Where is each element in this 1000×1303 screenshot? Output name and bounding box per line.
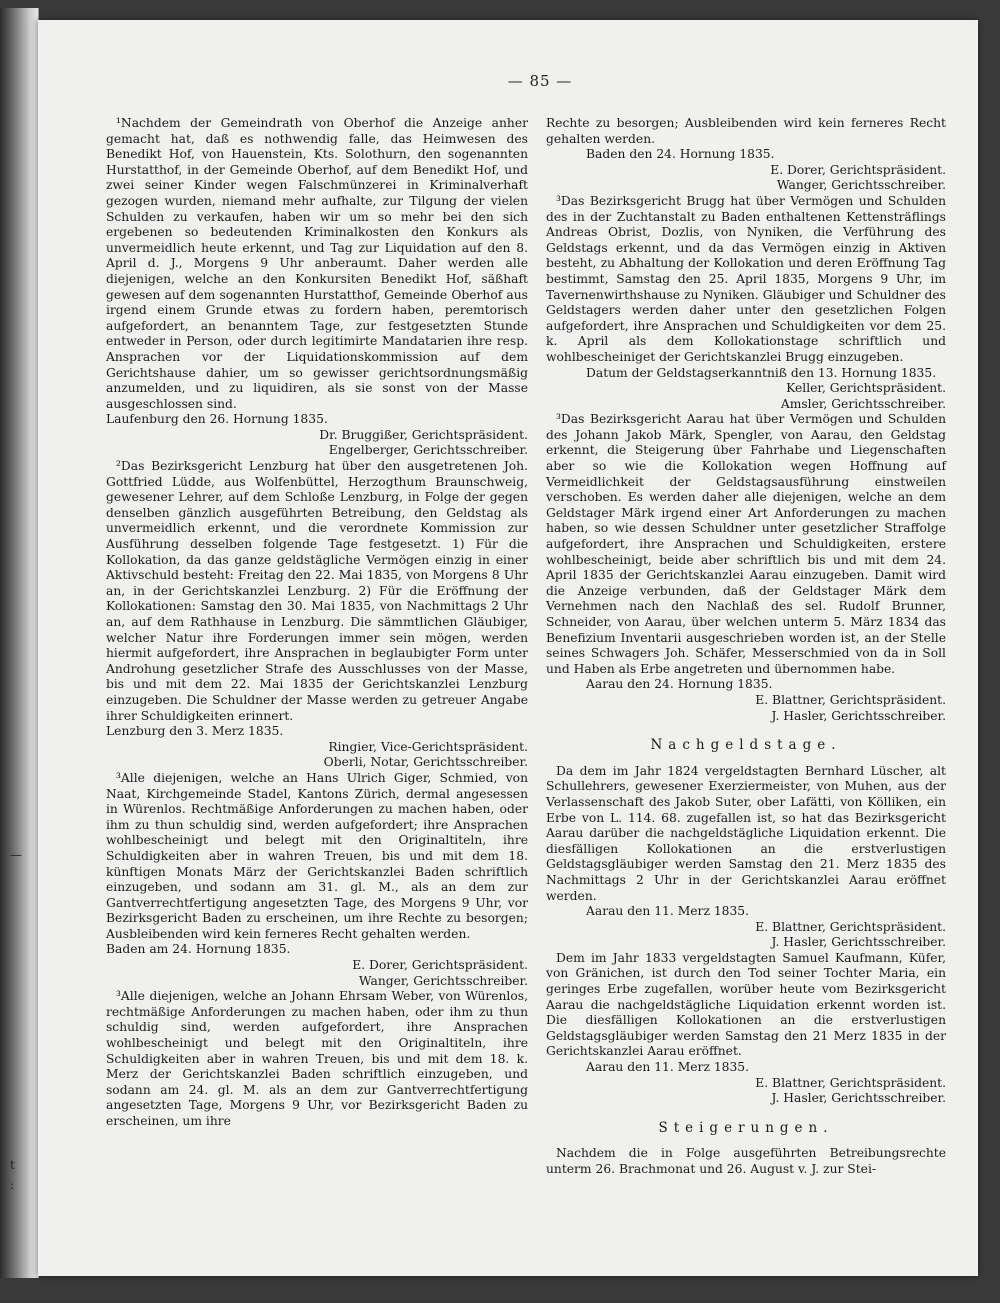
signature-line: J. Hasler, Gerichtsschreiber. bbox=[771, 708, 946, 723]
text-line: Laufenburg den 26. Hornung 1835. bbox=[106, 412, 328, 427]
date-line: Aarau den 11. Merz 1835. bbox=[586, 904, 750, 919]
notice-paragraph: Da dem im Jahr 1824 vergeldstagten Bernhard Lüscher, alt Schullehrers, gewesener Exerziermeister, von Muhen, aus der Verlassenschaft des Jakob Suter, ober Lafätti, von Kölliken, ein Erbe von L. 114. 68. zugefallen ist, so hat das Bezirksgericht Aarau darüber die nachgeldstägliche Liquidation erkennt. Die diesfälligen Kollokationen an die erstverlustigen Geldstagsgläubiger werden Samstag den 21. Merz 1835 des Nachmittags 2 Uhr in der Gerichtskanzlei Aarau eröffnet werden. bbox=[546, 763, 946, 903]
signature-line: J. Hasler, Gerichtsschreiber. bbox=[771, 1091, 946, 1106]
text-line: Baden am 24. Hornung 1835. bbox=[106, 942, 291, 957]
signature-line: J. Hasler, Gerichtsschreiber. bbox=[771, 935, 946, 950]
signature-line: Engelberger, Gerichtsschreiber. bbox=[328, 443, 528, 458]
signature-line: E. Blattner, Gerichtspräsident. bbox=[755, 1075, 946, 1090]
signature-line: Ringier, Vice-Gerichtspräsident. bbox=[328, 739, 528, 754]
section-heading: Nachgeldstage. bbox=[650, 737, 842, 754]
signature-line: Wanger, Gerichtsschreiber. bbox=[358, 973, 528, 988]
notice-paragraph: Nachdem die in Folge ausgeführten Betreibungsrechte unterm 26. Brachmonat und 26. August v. J. zur Stei- bbox=[546, 1146, 946, 1176]
signature-line: E. Dorer, Gerichtspräsident. bbox=[770, 162, 946, 177]
document-page bbox=[38, 20, 978, 1276]
left-column bbox=[106, 116, 528, 1130]
notice-paragraph: Dem im Jahr 1833 vergeldstagten Samuel Kaufmann, Küfer, von Gränichen, ist durch den Tod seiner Tochter Maria, ein geringes Erbe zugefallen, worüber heute vom Bezirksgericht Aarau die nachgeldstägliche Liquidation erkennt worden ist. Die diesfälligen Kollokationen an die erstverlustigen Geldstagsgläubiger werden Samstag den 21 Merz 1835 in der Gerichtskanzlei Aarau eröffnet. bbox=[546, 950, 946, 1059]
date-line: Baden den 24. Hornung 1835. bbox=[586, 147, 775, 162]
edge-mark: — bbox=[10, 848, 22, 862]
text-line: Rechte zu besorgen; Ausbleibenden wird kein ferneres Recht gehalten werden. bbox=[546, 116, 946, 146]
date-line: Datum der Geldstagserkanntniß den 13. Hornung 1835. bbox=[586, 365, 937, 380]
section-heading: Steigerungen. bbox=[658, 1119, 834, 1136]
signature-line: Oberli, Notar, Gerichtsschreiber. bbox=[323, 755, 528, 770]
text-line: Lenzburg den 3. Merz 1835. bbox=[106, 724, 284, 739]
signature-line: Keller, Gerichtspräsident. bbox=[786, 381, 946, 396]
page-number: — 85 — bbox=[507, 72, 573, 90]
signature-line: E. Dorer, Gerichtspräsident. bbox=[352, 958, 528, 973]
edge-mark: : bbox=[10, 1178, 15, 1192]
right-column bbox=[546, 116, 946, 1178]
date-line: Aarau den 24. Hornung 1835. bbox=[586, 677, 773, 692]
notice-paragraph: ³Alle diejenigen, welche an Hans Ulrich Giger, Schmied, von Naat, Kirchgemeinde Stadel, Kantons Zürich, dermal angesessen in Würenlos. Rechtmäßige Anforderungen zu machen haben, oder ihm zu thun schuldig sind, werden aufgefordert; ihre Ansprachen wohlbescheinigt und belegt mit den Originaltiteln, ihre Schuldigkeiten aber in wahren Treuen, bis und mit dem 18. künftigen Monats März der Gerichtskanzlei Baden schriftlich einzugeben, und sodann am 31. gl. M., als an dem zur Gantverrechtfertigung angesetzten Tage, des Morgens 9 Uhr, vor Bezirksgericht Baden zu erscheinen, um ihre Rechte zu besorgen; Ausbleibenden wird kein ferneres Recht gehalten werden. bbox=[106, 770, 528, 941]
notice-paragraph: ³Das Bezirksgericht Aarau hat über Vermögen und Schulden des Johann Jakob Märk, Spengler, von Aarau, den Geldstag erkennt, die Steigerung über Fahrhabe und Liegenschaften aber so wie die Kollokation wegen Hoffnung auf Vermeidlichkeit der Geldstagsausführung einstweilen verschoben. Es werden daher alle diejenigen, welche an dem Geldstager Märk irgend einer Art Anforderungen zu machen haben, so wie dessen Schuldner unter gesetzlicher Straffolge aufgefordert, ihre Ansprachen und Schuldigkeiten, erstere wohlbescheinigt, beide aber schriftlich bis und mit dem 24. April 1835 der Gerichtskanzlei Aarau einzugeben. Damit wird die Anzeige verbunden, daß der Geldstager Märk dem Vernehmen nach den Nachlaß des sel. Rudolf Brunner, Schneider, von Aarau, über welchen unterm 5. März 1834 das Benefizium Inventarii ausgeschrieben worden ist, an der Stelle seines Schwagers Joh. Schäfer, Messerschmied von da in Soll und Haben als Erbe angetreten und übernommen habe. bbox=[546, 412, 946, 676]
signature-line: E. Blattner, Gerichtspräsident. bbox=[755, 919, 946, 934]
signature-line: Amsler, Gerichtsschreiber. bbox=[780, 396, 946, 411]
date-line: Aarau den 11. Merz 1835. bbox=[586, 1060, 750, 1075]
notice-paragraph: ²Das Bezirksgericht Lenzburg hat über den ausgetretenen Joh. Gottfried Lüdde, aus Wolfenbüttel, Herzogthum Braunschweig, gewesener Lehrer, auf dem Schloße Lenzburg, in Folge der gegen denselben gänzlich ausgeführten Betreibung, den Geldstag als unvermeidlich erkennt, und die verordnete Kommission zur Ausführung desselben folgende Tage festgesetzt. 1) Für die Kollokation, da das ganze geldstägliche Vermögen einzig in einer Aktivschuld besteht: Freitag den 22. Mai 1835, von Morgens 8 Uhr an, in der Gerichtskanzlei Lenzburg. 2) Für die Eröffnung der Kollokationen: Samstag den 30. Mai 1835, von Nachmittags 2 Uhr an, auf dem Rathhause in Lenzburg. Die sämmtlichen Gläubiger, welcher Natur ihre Forderungen immer sein mögen, werden hiermit aufgefordert, ihre Ansprachen in beglaubigter Form unter Androhung gesetzlicher Strafe des Ausschlusses von der Masse, bis und mit dem 22. Mai 1835 der Gerichtskanzlei Lenzburg einzugeben. Die Schuldner der Masse werden zu getreuer Angabe ihrer Schuldigkeiten erinnert. bbox=[106, 459, 528, 723]
notice-paragraph: ³Alle diejenigen, welche an Johann Ehrsam Weber, von Würenlos, rechtmäßige Anforderungen zu machen haben, oder ihm zu thun schuldig sind, werden aufgefordert, ihre Ansprachen wohlbescheinigt und belegt mit den Originaltiteln, ihre Schuldigkeiten aber in wahren Treuen, bis und mit dem 18. k. Merz der Gerichtskanzlei Baden schriftlich einzugeben, und sodann am 24. gl. M. als an dem zur Gantverrechtfertigung angesetzten Tage, Morgens 9 Uhr, vor Bezirksgericht Baden zu erscheinen, um ihre bbox=[106, 989, 528, 1128]
adjacent-page-edge bbox=[0, 8, 39, 1278]
signature-line: E. Blattner, Gerichtspräsident. bbox=[755, 692, 946, 707]
notice-paragraph: ¹Nachdem der Gemeindrath von Oberhof die Anzeige anher gemacht hat, daß es nothwendig falle, das Heimwesen des Benedikt Hof, von Hauenstein, Kts. Solothurn, den sogenannten Hurstatthof, in der Gemeinde Oberhof, auf dem Benedikt Hof, und zwei seiner Kinder wegen Falschmünzerei in Kriminalverhaft gezogen wurden, niemand mehr aufhalte, zur Tilgung der vielen Schulden zu verkaufen, haben wir um so mehr bei den sich ergebenen so bedeutenden Kriminalkosten den Konkurs als unvermeidlich heute erkennt, und Tag zur Liquidation auf den 8. April d. J., Morgens 9 Uhr anberaumt. Daher werden alle diejenigen, welche an den Konkursiten Benedikt Hof, säßhaft gewesen auf dem sogenannten Hurstatthof, Gemeinde Oberhof aus irgend einem Grunde etwas zu fordern haben, peremtorisch aufgefordert, an benanntem Tage, zur festgesetzten Stunde entweder in Person, oder durch legitimirte Mandatarien ihre resp. Ansprachen vor der Liquidationskommission auf dem Gerichtshause dahier, um so gewisser gerichtsordnungsmäßig anzumelden, und zu liquidiren, als sie sonst von der Masse ausgeschlossen sind. bbox=[106, 116, 528, 411]
signature-line: Dr. Bruggißer, Gerichtspräsident. bbox=[319, 427, 528, 442]
signature-line: Wanger, Gerichtsschreiber. bbox=[776, 178, 946, 193]
notice-paragraph: ³Das Bezirksgericht Brugg hat über Vermögen und Schulden des in der Zuchtanstalt zu Baden enthaltenen Kettensträflings Andreas Obrist, Dozlis, von Nyniken, die Verführung des Geldstags erkennt, und da das Vermögen einzig in Aktiven besteht, zu Abhaltung der Kollokation und deren Eröffnung Tag bestimmt, Samstag den 25. April 1835, Morgens 9 Uhr, im Tavernenwirthshause zu Nyniken. Gläubiger und Schuldner des Geldstagers werden daher unter den gesetzlichen Folgen aufgefordert, ihre Ansprachen und Schuldigkeiten vor dem 25. k. April als dem Kollokationstage schriftlich und wohlbescheiniget der Gerichtskanzlei Brugg einzugeben. bbox=[546, 193, 946, 364]
edge-mark: t bbox=[10, 1158, 15, 1172]
